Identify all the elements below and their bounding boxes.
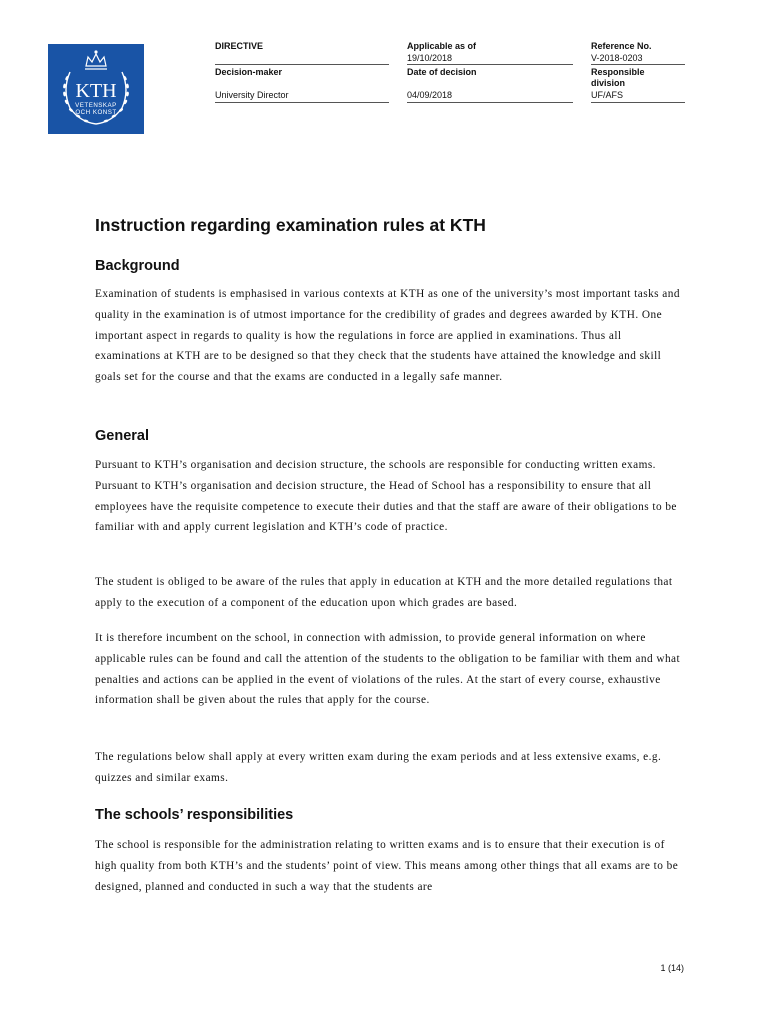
background-paragraph: Examination of students is emphasised in various contexts at KTH as one of the university’s most important tasks and quality in the examination is of utmost importance for the credibility of grades and degrees awarded by KTH. One important aspect in regards to quality is how the regulations in force are applied in examinations. Thus all examinations at KTH are to be designed so that they check that the students have attained the knowledge and skill goals set for the course and that the exams are conducted in a legally safe manner. — [95, 288, 680, 384]
date-value: 04/09/2018 — [407, 90, 453, 100]
general-paragraph-4: The regulations below shall apply at every written exam during the exam periods and at less extensive exams, e.g. quizzes and similar exams. — [95, 751, 662, 784]
general-paragraph-2: The student is obliged to be aware of the rules that apply in education at KTH and the more detailed regulations that apply to the execution of a component of the education upon which grades are based. — [95, 576, 673, 609]
kth-crest-icon — [48, 44, 144, 134]
header-rule — [591, 64, 685, 65]
applicable-label: Applicable as of — [407, 41, 477, 51]
general-paragraph-3: It is therefore incumbent on the school, in connection with admission, to provide general information on where applicable rules can be found and call the attention of the students to the obligation to be familiar with them and what penalties and actions can be applied in the event of violations of the rules. At the start of every course, exhaustive information shall be given about the rules that apply for the course. — [95, 632, 681, 707]
schools-paragraph-1: The school is responsible for the administration relating to written exams and is to ensure that their execution is of high quality from both KTH’s and the students’ point of view. This means among other things that all exams are to be designed, planned and conducted in such a way that the students are — [95, 839, 679, 893]
reference-value: V-2018-0203 — [591, 53, 643, 63]
section-heading-background: Background — [95, 258, 180, 274]
header-rule — [215, 102, 389, 103]
header-rule — [215, 64, 389, 65]
date-label: Date of decision — [407, 67, 477, 77]
applicable-value: 19/10/2018 — [407, 53, 453, 63]
document-title: Instruction regarding examination rules at KTH — [95, 215, 486, 235]
header-rule — [591, 102, 685, 103]
header-rule — [407, 64, 573, 65]
logo-subtitle-2: OCH KONST — [75, 109, 117, 116]
logo-text: KTH — [75, 80, 117, 102]
kth-logo — [48, 44, 144, 134]
decision-maker-value: University Director — [215, 90, 289, 100]
header-rule — [407, 102, 573, 103]
doc-type: DIRECTIVE — [215, 41, 264, 51]
logo-subtitle-1: VETENSKAP — [75, 102, 117, 109]
division-value: UF/AFS — [591, 90, 624, 100]
section-heading-general: General — [95, 428, 149, 444]
division-label: Responsible division — [591, 67, 645, 88]
reference-label: Reference No. — [591, 41, 652, 51]
section-heading-schools: The schools’ responsibilities — [95, 807, 294, 823]
decision-maker-label: Decision-maker — [215, 67, 283, 77]
general-paragraph-1: Pursuant to KTH’s organisation and decision structure, the schools are responsible for conducting written exams. Pursuant to KTH’s organisation and decision structure, the Head of School has a responsibility to ensure that all employees have the requisite competence to execute their duties and that the staff are aware of their obligations to be familiar with and apply current legislation and KTH’s code of practice. — [95, 459, 677, 534]
page-number: 1 (14) — [660, 963, 684, 973]
